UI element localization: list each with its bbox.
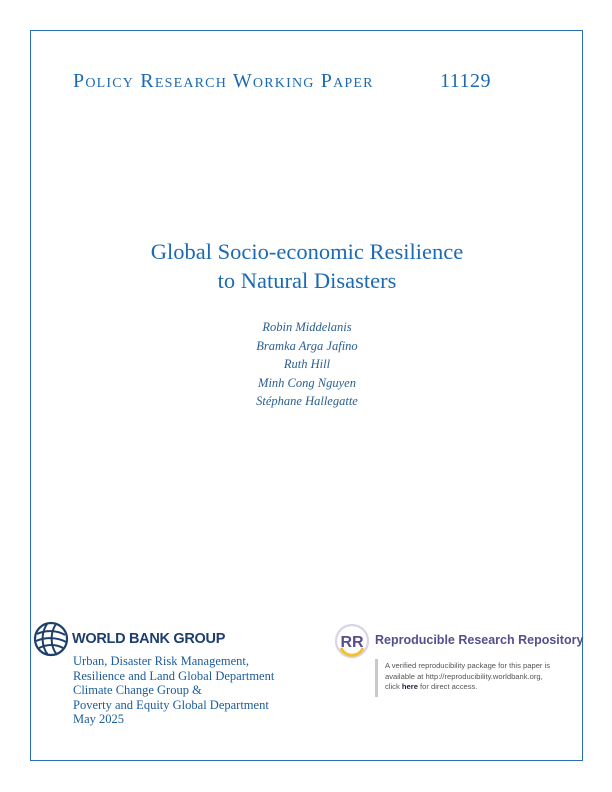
- world-bank-globe-icon: [33, 621, 69, 657]
- series-header: [73, 70, 543, 93]
- author-name: Ruth Hill: [283, 357, 331, 371]
- repository-note-line-2: available at http://reproducibility.worldbank.org,: [385, 671, 543, 681]
- repository-note-bar: [375, 659, 378, 697]
- department-line: Climate Change Group &: [73, 683, 202, 697]
- repository-title: Reproducible Research Repository: [375, 633, 584, 647]
- repository-here-link[interactable]: here: [401, 682, 418, 691]
- series-label: Policy Research Working Paper: [73, 70, 374, 92]
- paper-title: [60, 237, 554, 295]
- title-line-2: to Natural Disasters: [217, 268, 397, 293]
- author-list: [160, 318, 454, 411]
- author-name: Stéphane Hallegatte: [256, 394, 358, 408]
- title-line-1: Global Socio-economic Resilience: [150, 239, 464, 264]
- world-bank-group-wordmark: WORLD BANK GROUP: [72, 631, 226, 647]
- repository-note-line-1: A verified reproducibility package for this paper is: [385, 661, 551, 670]
- paper-number: 11129: [440, 70, 492, 92]
- author-name: Robin Middelanis: [262, 320, 352, 334]
- reproducible-research-logo-icon: [334, 623, 370, 659]
- department-block: [73, 654, 313, 727]
- department-line: Urban, Disaster Risk Management,: [73, 654, 250, 668]
- author-name: Bramka Arga Jafino: [256, 338, 358, 353]
- repository-note-line-3: click here for direct access.: [385, 682, 478, 691]
- department-line: Poverty and Equity Global Department: [73, 697, 269, 712]
- author-name: Minh Cong Nguyen: [258, 375, 356, 390]
- department-line: Resilience and Land Global Department: [73, 668, 275, 683]
- repository-note: [385, 661, 585, 693]
- rrr-logo-letters: RR: [340, 634, 364, 651]
- publication-date: May 2025: [73, 712, 125, 726]
